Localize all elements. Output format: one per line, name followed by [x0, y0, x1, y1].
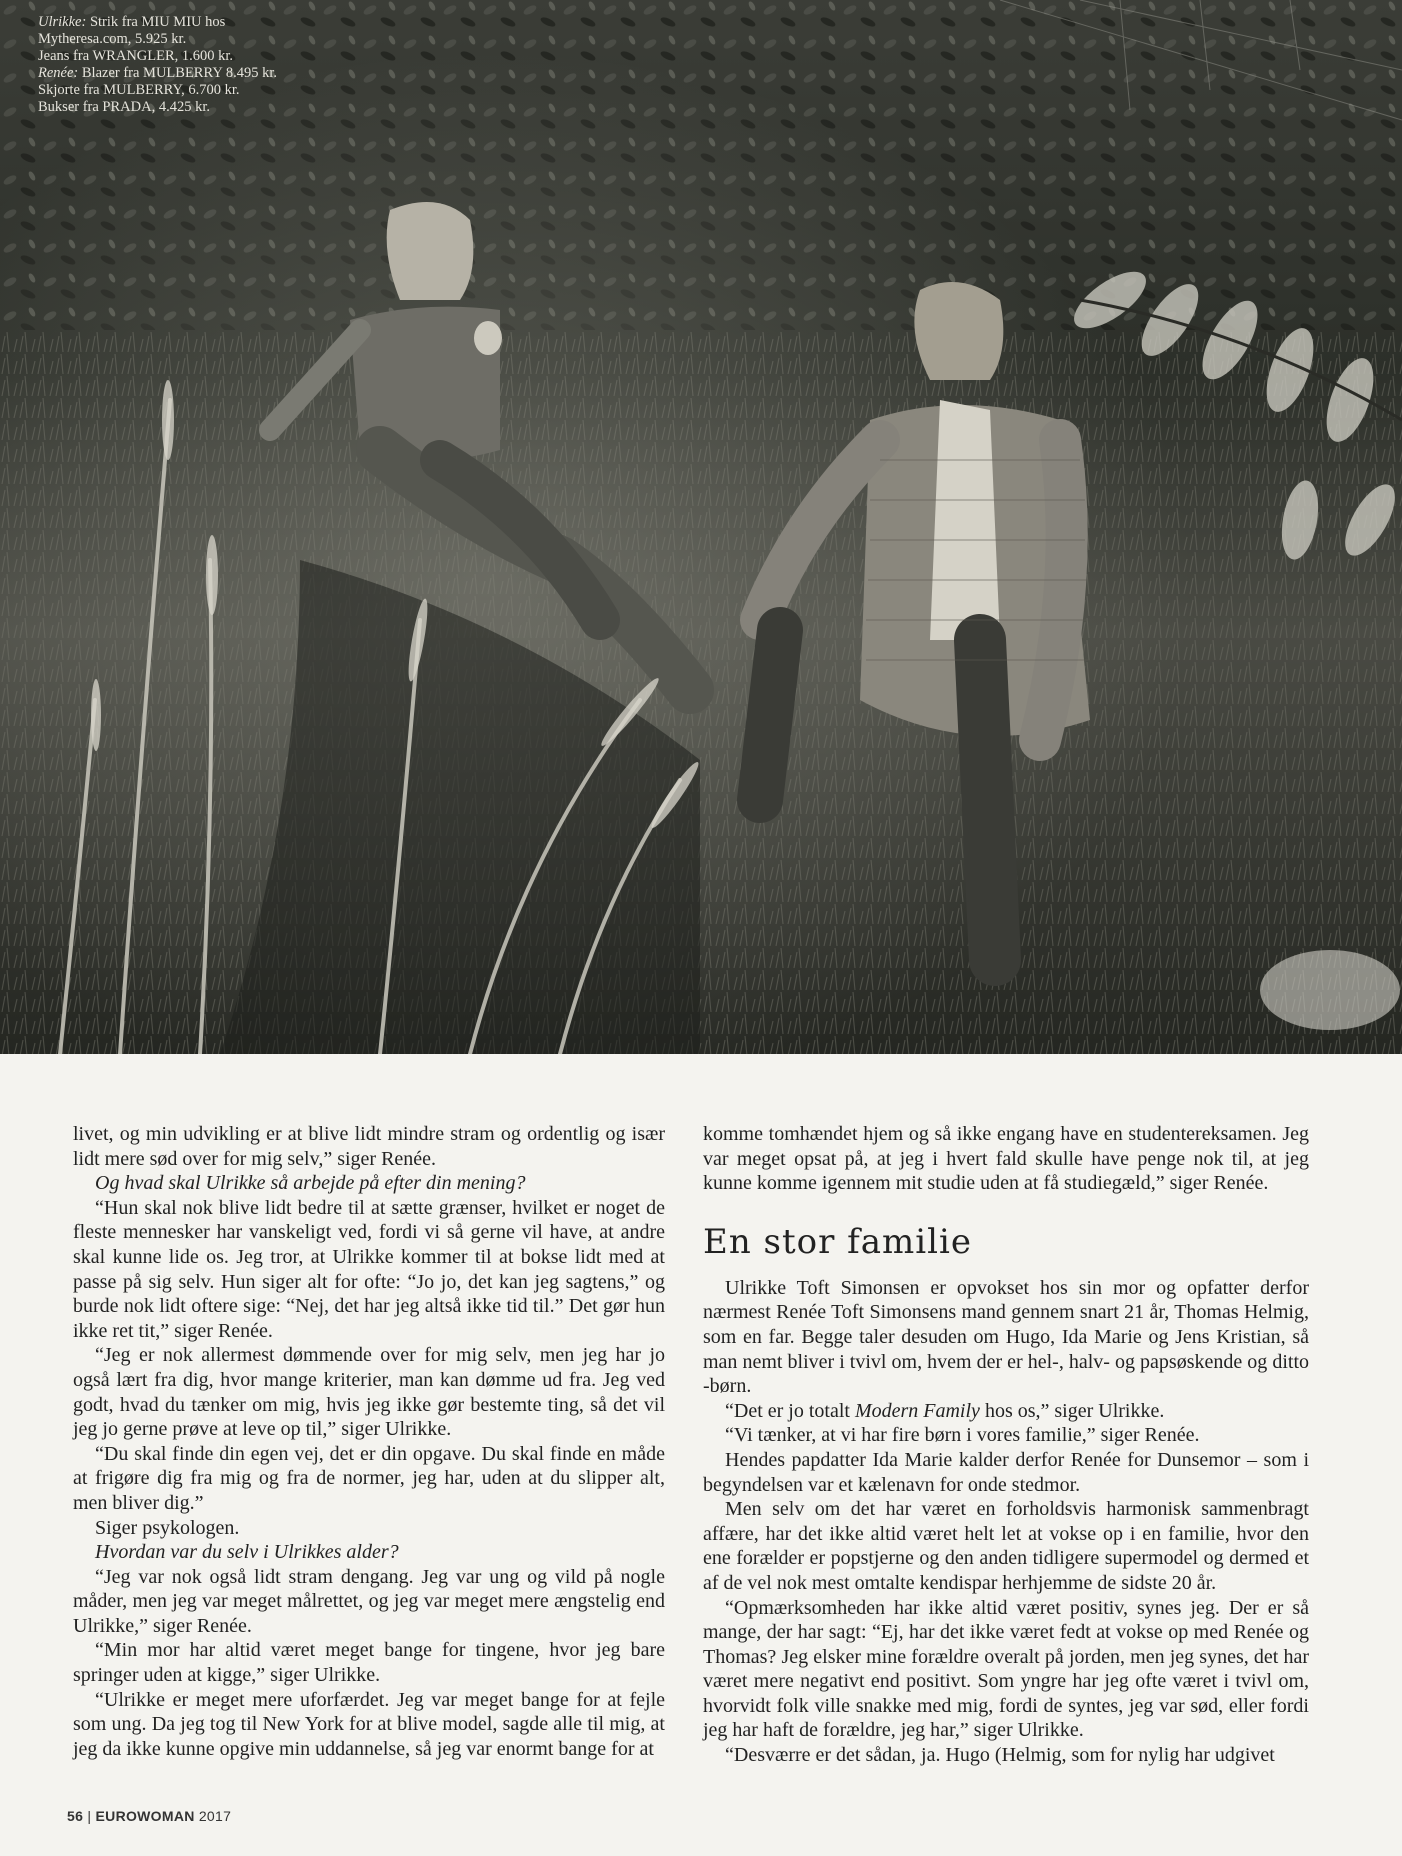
article-column-left [73, 1122, 665, 1761]
section-heading: En stor familie [703, 1221, 973, 1262]
credit-line-2: Mytheresa.com, 5.925 kr. [38, 31, 187, 47]
paragraph: “Hun skal nok blive lidt bedre til at sætte grænser, hvilket er noget de fleste mennesker har vanskeligt ved, fordi vi så gerne vil have, at andre skal kunne lide os. Jeg tror, at Ulrikke kommer til at bokse lidt med at passe på sig selv. Hun siger alt for ofte: “Jo jo, det kan jeg sagtens,” og burde nok lidt oftere sige: “Nej, det har jeg altså ikke tid til.” Det gør hun ikke ret tit,” siger Renée. [73, 1196, 665, 1342]
folio-separator: | [83, 1808, 96, 1824]
paragraph: “Ulrikke er meget mere uforfærdet. Jeg var meget bange for at fejle som ung. Da jeg tog til New York for at blive model, sagde alle til mig, at jeg da ikke kunne opgive min uddannelse, så jeg var enormt bange for at [73, 1688, 665, 1760]
text-emphasis: Modern Family [854, 1399, 980, 1422]
paragraph: “Jeg er nok allermest dømmende over for mig selv, men jeg har jo også lært fra dig, hvor mange kriterier, man kan dømme ud fra. Jeg ved godt, hvad du tænker om mig, hvis jeg ikke gør bestemte ting, så det vil jeg jo gerne prøve at leve op til,” siger Ulrikke. [73, 1344, 665, 1441]
paragraph: “Desværre er det sådan, ja. Hugo (Helmig, som for nylig har udgivet [725, 1744, 1275, 1767]
fashion-credits [38, 14, 308, 116]
paragraph: Ulrikke Toft Simonsen er opvokset hos sin mor og opfatter derfor nærmest Renée Toft Simonsens mand gennem snart 21 år, Thomas Helmig, som en far. Begge taler desuden om Hugo, Ida Marie og Jens Kristian, så man nemt bliver i tvivl om, hvem der er hel-, halv- og papsøskende og ditto -børn. [703, 1276, 1309, 1398]
paragraph: livet, og min udvikling er at blive lidt mindre stram og ordentlig og især lidt mere sød over for mig selv,” siger Renée. [73, 1123, 665, 1170]
magazine-name: EUROWOMAN [95, 1808, 195, 1824]
text-run: “Det er jo totalt [725, 1399, 855, 1422]
paragraph: “Jeg var nok også lidt stram dengang. Jeg var ung og vild på nogle måder, men jeg var meget målrettet, og jeg var meget mere ængstelig end Ulrikke,” siger Renée. [73, 1565, 665, 1637]
page-number: 56 [67, 1808, 84, 1824]
credit-name-ulrikke: Ulrikke: [38, 14, 87, 30]
paragraph: “Opmærksomheden har ikke altid været positiv, synes jeg. Der er så mange, der har sagt: “Ej, har det ikke været fedt at vokse op med Renée og Thomas? Jeg elsker mine forældre overalt på jorden, men jeg synes, det har været mere negativt end positivt. Som yngre har jeg ofte været i tvivl om, hvorvidt folk ville snakke med mig, fordi de syntes, jeg var sød, eller fordi jeg har haft de forældre, jeg har,” siger Ulrikke. [703, 1596, 1309, 1742]
paragraph: komme tomhændet hjem og så ikke engang have en studentereksamen. Jeg var meget opsat på, at jeg i hvert fald skulle have penge nok til, at jeg kunne komme igennem mit studie uden at få studiegæld,” siger Renée. [703, 1123, 1309, 1195]
paragraph: “Du skal finde din egen vej, det er din opgave. Du skal finde en måde at frigøre dig fra mig og fra de normer, jeg har, uden at du slipper alt, men bliver dig.” [73, 1442, 665, 1514]
paragraph: Men selv om det har været en forholdsvis harmonisk sammenbragt affære, har det ikke altid været helt let at vokse op i en familie, hvor den ene forælder er popstjerne og den anden tidligere supermodel og dermed et af de vel nok mest omtalte kendispar herhjemme de sidste 20 år. [703, 1498, 1309, 1594]
interview-question: Og hvad skal Ulrikke så arbejde på efter din mening? [95, 1172, 526, 1195]
credit-name-renee: Renée: [38, 65, 79, 81]
page-folio [67, 1808, 231, 1824]
credit-line-5: Skjorte fra MULBERRY, 6.700 kr. [38, 82, 240, 98]
interview-question: Hvordan var du selv i Ulrikkes alder? [95, 1541, 399, 1564]
paragraph [703, 1399, 1309, 1424]
credit-line-1: Strik fra MIU MIU hos [86, 14, 226, 30]
paragraph: Siger psykologen. [95, 1516, 240, 1539]
credit-line-3: Jeans fra WRANGLER, 1.600 kr. [38, 48, 234, 64]
paragraph: “Min mor har altid været meget bange for tingene, hvor jeg bare springer uden at kigge,” siger Ulrikke. [73, 1639, 665, 1687]
issue-year: 2017 [194, 1808, 232, 1824]
article-column-right [703, 1122, 1309, 1768]
text-run: hos os,” siger Ulrikke. [979, 1399, 1165, 1422]
credit-line-4: Blazer fra MULBERRY 8.495 kr. [78, 65, 278, 81]
credit-line-6: Bukser fra PRADA, 4.425 kr. [38, 99, 210, 115]
paragraph: “Vi tænker, at vi har fire børn i vores familie,” siger Renée. [725, 1424, 1200, 1447]
paragraph: Hendes papdatter Ida Marie kalder derfor Renée for Dunsemor – som i begyndelsen var et kælenavn for onde stedmor. [703, 1448, 1309, 1496]
